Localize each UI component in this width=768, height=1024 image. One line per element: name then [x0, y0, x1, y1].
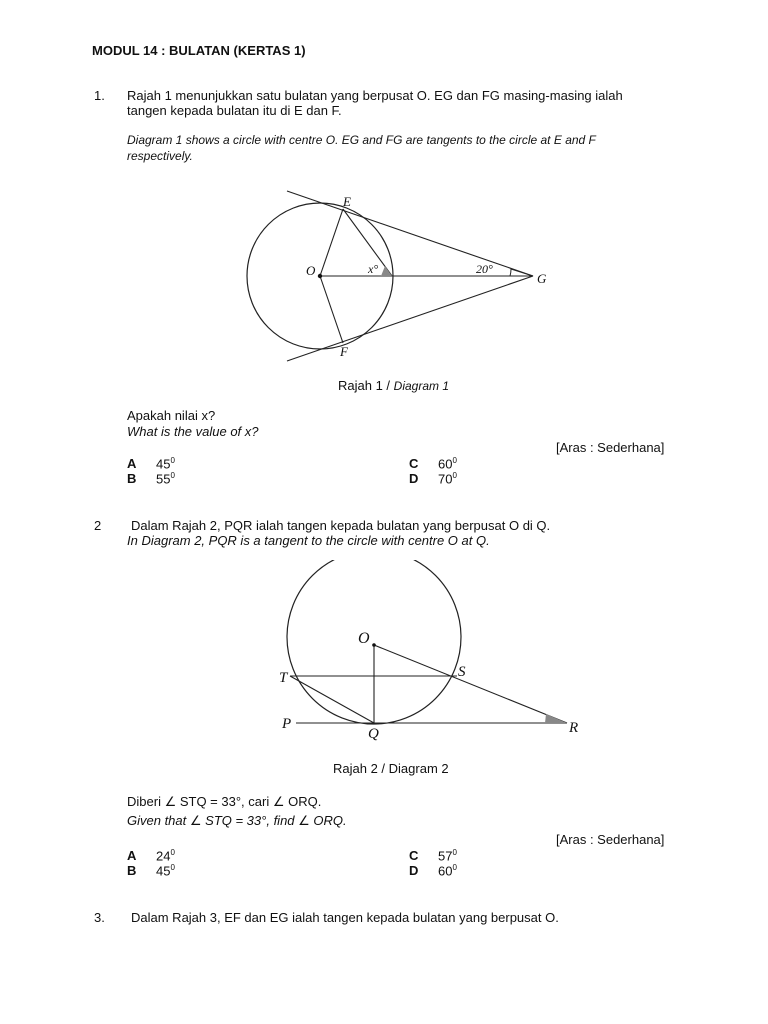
q1-english-line1: Diagram 1 shows a circle with centre O. EG and FG are tangents to the circle at E and F [127, 133, 596, 147]
q2-number: 2 [94, 518, 102, 533]
line-OE [320, 209, 343, 276]
option-value: $45^0$ [156, 863, 175, 879]
angle-x-marker [381, 266, 392, 276]
q1-option-d [409, 471, 457, 487]
label-angle-20: 20° [476, 262, 493, 276]
option-letter: A [127, 456, 137, 471]
q1-number: 1. [94, 88, 105, 103]
option-value: $70^0$ [438, 471, 457, 487]
option-value: $45^0$ [156, 456, 175, 472]
q1-question-english: What is the value of x? [127, 424, 259, 439]
q2-english: In Diagram 2, PQR is a tangent to the circle with centre O at Q. [127, 533, 490, 548]
q2-level: [Aras : Sederhana] [556, 832, 665, 847]
option-letter: C [409, 848, 419, 863]
option-letter: B [127, 863, 137, 878]
centre-O-dot [318, 274, 322, 278]
option-value: $57^0$ [438, 848, 457, 864]
angle-symbol-icon: ∠ [189, 813, 202, 828]
q1-caption-english: Diagram 1 [393, 379, 450, 393]
option-value: $24^0$ [156, 848, 175, 864]
angle-symbol-icon: ∠ [164, 794, 177, 809]
option-letter: A [127, 848, 137, 863]
q3-malay: Dalam Rajah 3, EF dan EG ialah tangen kepada bulatan yang berpusat O. [131, 910, 559, 925]
label-Q: Q [368, 726, 379, 742]
label-O: O [358, 630, 370, 647]
option-value: $60^0$ [438, 863, 457, 879]
diagram-2 [270, 560, 600, 750]
q2-given-english: Given that ∠ STQ = 33°, find ∠ ORQ. [127, 813, 347, 828]
q1-question-malay: Apakah nilai x? [127, 408, 216, 423]
q1-caption-malay: Rajah 1 / [338, 378, 394, 393]
angle-symbol-icon: ∠ [272, 794, 285, 809]
q2-option-d [409, 863, 457, 879]
line-OF [320, 276, 343, 343]
page-title: MODUL 14 : BULATAN (KERTAS 1) [92, 43, 306, 58]
q1-malay-line2: tangen kepada bulatan itu di E dan F. [127, 103, 342, 118]
q2-option-c [409, 848, 457, 864]
angle-symbol-icon: ∠ [298, 813, 310, 828]
label-G: G [537, 271, 547, 286]
option-letter: C [409, 456, 419, 471]
option-letter: B [127, 471, 137, 486]
q1-option-b [127, 471, 175, 487]
q1-level: [Aras : Sederhana] [556, 440, 665, 455]
label-S: S [458, 664, 466, 680]
diagram-1 [230, 185, 560, 370]
option-letter: D [409, 471, 419, 486]
q2-malay: Dalam Rajah 2, PQR ialah tangen kepada bulatan yang berpusat O di Q. [131, 518, 551, 533]
option-letter: D [409, 863, 419, 878]
label-T: T [279, 670, 288, 686]
q1-malay-line1: Rajah 1 menunjukkan satu bulatan yang berpusat O. EG dan FG masing-masing ialah [127, 88, 623, 103]
q2-caption: Rajah 2 / Diagram 2 [333, 761, 449, 776]
label-E: E [343, 194, 351, 209]
chord-TQ [290, 676, 374, 723]
label-P: P [282, 716, 292, 732]
q1-option-c [409, 456, 457, 472]
angle-20-marker [510, 269, 533, 276]
label-R: R [569, 720, 579, 736]
q1-english-line2: respectively. [127, 149, 193, 163]
label-angle-x: x° [368, 262, 379, 276]
q2-option-b [127, 863, 175, 879]
option-value: $60^0$ [438, 456, 457, 472]
label-O: O [306, 263, 316, 278]
option-value: $55^0$ [156, 471, 175, 487]
q2-given-malay: Diberi ∠ STQ = 33°, cari ∠ ORQ. [127, 794, 322, 809]
q1-option-a [127, 456, 175, 472]
angle-R-marker [545, 714, 567, 723]
label-F: F [340, 344, 348, 359]
q2-option-a [127, 848, 175, 864]
q1-caption [338, 378, 449, 393]
q3-number: 3. [94, 910, 105, 925]
centre-O-dot [372, 643, 376, 647]
line-OR [374, 645, 567, 723]
